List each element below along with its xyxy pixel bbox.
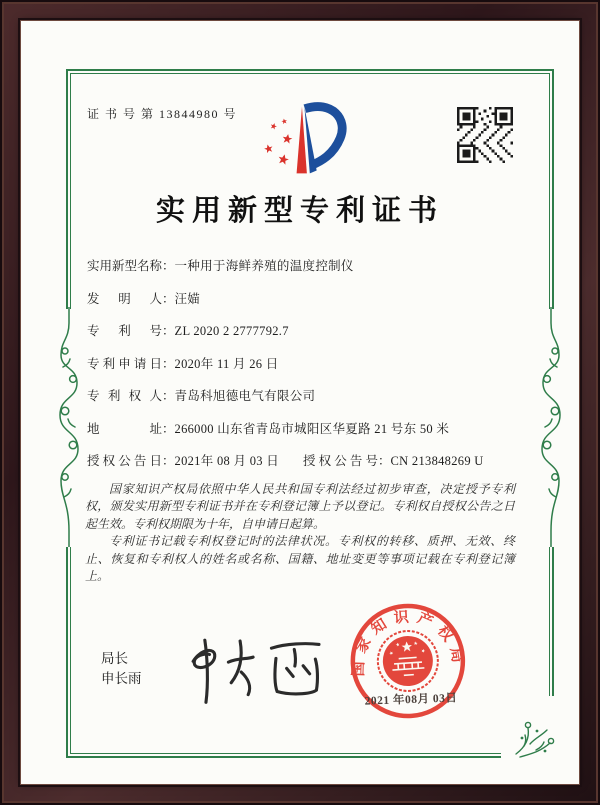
field-label: 实用新型名称 — [87, 259, 163, 273]
field-colon: ： — [162, 259, 175, 273]
fields-list — [87, 259, 543, 487]
field-colon: ： — [378, 454, 391, 468]
field-label: 授权公告日 — [87, 454, 162, 468]
seal-date: 2021 年08月 03日 — [364, 692, 458, 708]
floral-ornament-corner-icon — [512, 716, 556, 760]
signer-role: 局长 — [101, 651, 128, 666]
national-emblem-icon — [376, 629, 440, 693]
field-row-patentee — [87, 389, 543, 422]
field-value: 一种用于海鲜养殖的温度控制仪 — [174, 259, 354, 273]
legal-paragraph: 专利证书记载专利权登记时的法律状况。专利权的转移、质押、无效、终止、恢复和专利权人的姓名或名称、国籍、地址变更等事项记载在专利登记簿上。 — [85, 534, 515, 584]
scroll-ornament-left-icon — [57, 307, 81, 549]
handwritten-signature — [181, 631, 326, 706]
field-colon: ： — [162, 291, 175, 306]
field-value: CN 213848269 U — [390, 454, 484, 468]
field-value: 2020年 11 月 26 日 — [174, 356, 279, 371]
field-label: 专利申请日 — [87, 356, 162, 371]
certificate-paper — [21, 21, 579, 784]
field-colon: ： — [162, 454, 175, 468]
legal-paragraph: 国家知识产权局依照中华人民共和国专利法经过初步审查，决定授予专利权，颁发实用新型专利证书并在专利登记簿上予以登记。专利权自授权公告之日起生效。专利权期限为十年，自申请日起算。 — [85, 482, 515, 531]
field-colon: ： — [162, 356, 175, 371]
field-colon: ： — [162, 421, 175, 436]
field-label: 专利号 — [87, 324, 162, 338]
field-value: 2021年 08 月 03 日 — [174, 454, 280, 468]
seal-ring-text: 国家知识产权局 — [350, 609, 467, 677]
field-label: 专利权人 — [87, 389, 162, 403]
certificate-number: 证 书 号 第 13844980 号 — [87, 107, 238, 121]
field-row-address — [87, 422, 543, 455]
field-value: 266000 山东省青岛市城阳区华夏路 21 号东 50 米 — [174, 421, 450, 436]
signer-name: 申长雨 — [101, 670, 142, 686]
field-value: 青岛科旭德电气有限公司 — [174, 389, 316, 403]
field-value: 汪媌 — [174, 291, 201, 306]
signer-block — [101, 649, 142, 688]
field-colon: ： — [162, 389, 175, 403]
field-label: 授权公告号 — [303, 454, 379, 468]
field-label: 发明人 — [87, 291, 162, 306]
field-row-inventor — [87, 292, 543, 325]
certificate-title: 实用新型专利证书 — [155, 195, 444, 227]
legal-text — [85, 481, 515, 585]
field-value: ZL 2020 2 2777792.7 — [174, 324, 289, 338]
field-label: 地址 — [87, 421, 162, 436]
official-red-seal — [333, 588, 483, 738]
field-colon: ： — [162, 324, 175, 338]
field-row-patent-no — [87, 324, 543, 357]
field-row-filing-date — [87, 357, 543, 390]
qr-code — [457, 107, 513, 163]
cnipa-logo-icon — [252, 95, 350, 183]
field-row-name — [87, 259, 543, 292]
